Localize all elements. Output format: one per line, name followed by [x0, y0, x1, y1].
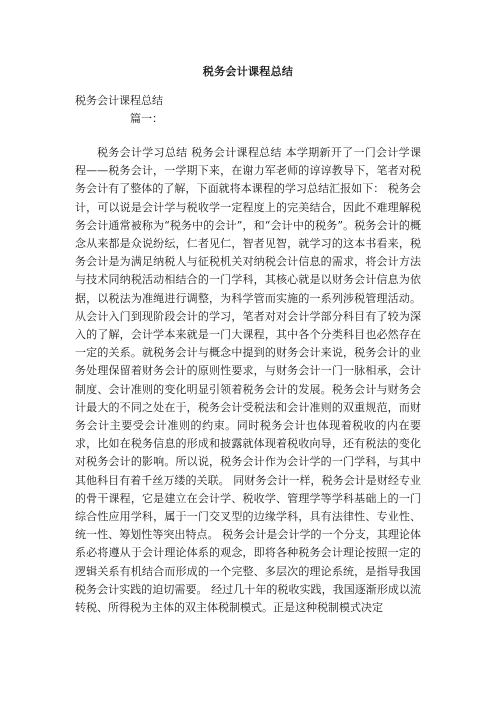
document-subtitle: 税务会计课程总结	[75, 94, 163, 107]
body-paragraph: 税务会计学习总结 税务会计课程总结 本学期新开了一门会计学课程——税务会计，一学期下来，在谢力军老师的谆谆教导下，笔者对税务会计有了整体的了解，下面就将本课程的学习总结汇报如下： 税务会计，可以说是会计学与税收学一定程度上的完美结合，因此不难理解税务会计通常被称为“税务中的会计”，和“会计中的税务”。税务会计的概念从来都是众说纷纭，仁者见仁，智者见智，就学习的这本书看来，税务会计是为满足纳税人与征税机关对纳税会计信息的需求，将会计方法与技术同纳税活动相结合的一门学科，其核心就是以财务会计信息为依据，以税法为准绳进行调整，为科学管而实施的一系列涉税管理活动。 从会计入门到现阶段会计的学习，笔者对对会计学部分科目有了较为深入的了解，会计学本来就是一门大课程，其中各个分类科目也必然存在一定的关系。就税务会计与概念中提到的财务会计来说，税务会计的业务处理保留着财务会计的原则性要求，与财务会计一门一脉相承，会计制度、会计准则的变化明显引领着税务会计的发展。税务会计与财务会计最大的不同之处在于，税务会计受税法和会计准则的双重规范，而财务会计主要受会计准则的约束。同时税务会计也体现着税收的内在要求，比如在税务信息的形成和披露就体现着税收向导，还有税法的变化对税务会计的影响。所以说，税务会计作为会计学的一门学科，与其中其他科目有着千丝万缕的关联。 同财务会计一样，税务会计是财经专业的骨干课程，它是建立在会计学、税收学、管理学等学科基础上的一门综合性应用学科，属于一门交叉型的边缘学科，具有法律性、专业性、统一性、筹划性等突出特点。 税务会计是会计学的一个分支，其理论体系必将遵从于会计理论体系的观念，即将各种税务会计理论按照一定的逻辑关系有机结合而形成的一个完整、多层次的理论系统，是指导我国税务会计实践的迫切需要。 经过几十年的税收实践，我国逐渐形成以流转税、所得税为主体的双主体税制模式。正是这种税制模式决定	[75, 146, 421, 615]
section-label: 篇一：	[130, 112, 163, 125]
document-title: 税务会计课程总结	[202, 65, 294, 78]
